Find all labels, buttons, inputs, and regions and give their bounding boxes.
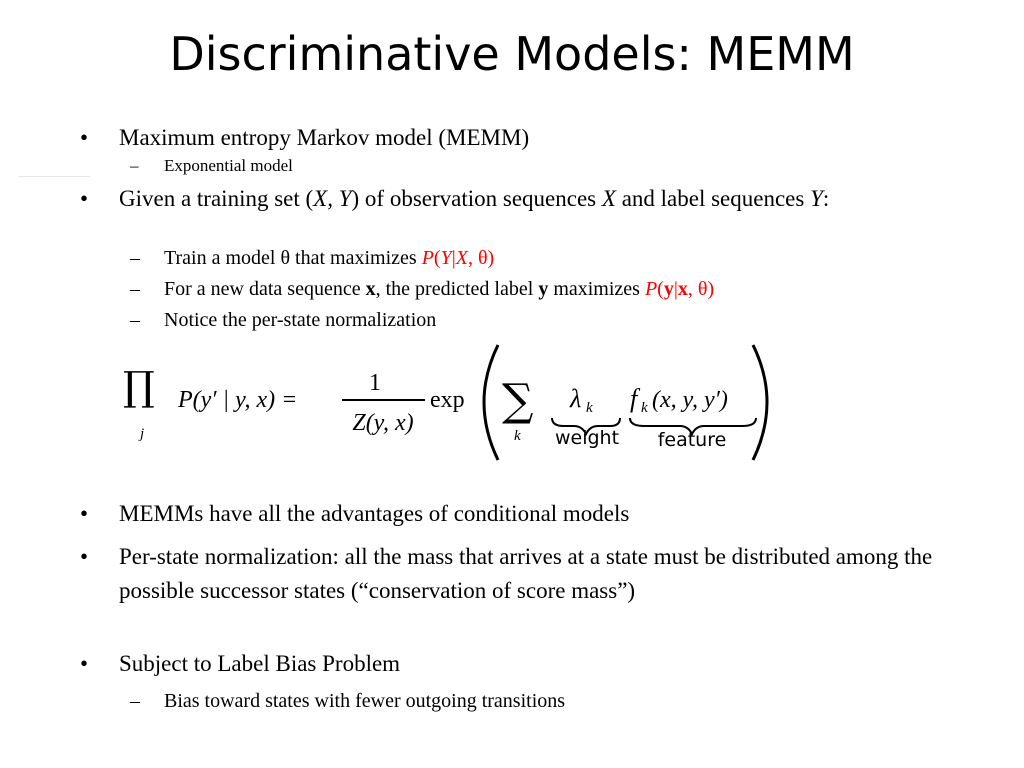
sub-bullet-text: Exponential model [164, 156, 293, 175]
right-paren [753, 345, 767, 460]
dash-marker: – [130, 156, 139, 175]
exp-function: exp [430, 387, 465, 413]
memm-equation [120, 340, 800, 465]
feature-subscript: k [641, 400, 648, 416]
sub-bullet-predict [80, 277, 960, 302]
sum-symbol: ∑ [502, 375, 534, 426]
bullet-marker: • [80, 125, 89, 150]
sub-bullet-text: Bias toward states with fewer outgoing transitions [164, 690, 566, 712]
bullet-text: MEMMs have all the advantages of conditional models [119, 501, 630, 526]
bullet-marker: • [80, 651, 89, 676]
fraction-denominator: Z(y, x) [352, 410, 414, 436]
feature-label: feature [657, 429, 727, 451]
lambda-symbol: λ [570, 384, 582, 413]
dash-marker: – [130, 309, 140, 331]
sub-bullet-exponential [80, 155, 960, 177]
dash-marker: – [130, 247, 140, 269]
bullet-text: Per-state normalization: all the mass that arrives at a state must be distributed among the possible successor states (“conservation of score mass”) [119, 544, 933, 603]
product-symbol: ∏ [123, 364, 155, 410]
sum-index: k [514, 428, 521, 444]
bullet-text: Subject to Label Bias Problem [119, 651, 401, 676]
bullet-text: Given a training set (X, Y) of observation sequences X and label sequences Y: [119, 186, 830, 211]
bullet-marker: • [80, 544, 89, 569]
sub-bullet-text: Train a model θ that maximizes P(Y|X, θ) [164, 247, 495, 269]
lambda-subscript: k [586, 400, 593, 416]
bullet-item-training-set [80, 184, 960, 213]
bullet-item-per-state-normalization [80, 540, 980, 608]
bullet-item-advantages [80, 499, 960, 528]
slide-title: Discriminative Models: MEMM [169, 27, 855, 81]
feature-args: (x, y, y′) [652, 387, 728, 413]
left-paren [484, 345, 498, 460]
sub-bullet-normalization [80, 308, 960, 333]
sub-bullet-text: Notice the per-state normalization [164, 309, 437, 331]
weight-label: weight [554, 427, 620, 449]
dash-marker: – [130, 690, 140, 712]
equation-lhs: P(y′ | y, x) = [178, 387, 298, 413]
bullet-marker: • [80, 186, 89, 211]
sub-bullet-text: For a new data sequence x, the predicted label y maximizes P(y|x, θ) [164, 278, 715, 300]
bullet-marker: • [80, 501, 89, 526]
product-index: j [140, 426, 145, 442]
dash-marker: – [130, 278, 140, 300]
bullet-text: Maximum entropy Markov model (MEMM) [119, 125, 530, 150]
fraction-numerator: 1 [369, 370, 381, 396]
sub-bullet-bias-toward-states [80, 689, 960, 714]
feature-function: f [630, 384, 638, 413]
bullet-item-memm [80, 123, 960, 152]
bullet-item-label-bias [80, 649, 960, 678]
sub-bullet-train-model [80, 246, 960, 271]
